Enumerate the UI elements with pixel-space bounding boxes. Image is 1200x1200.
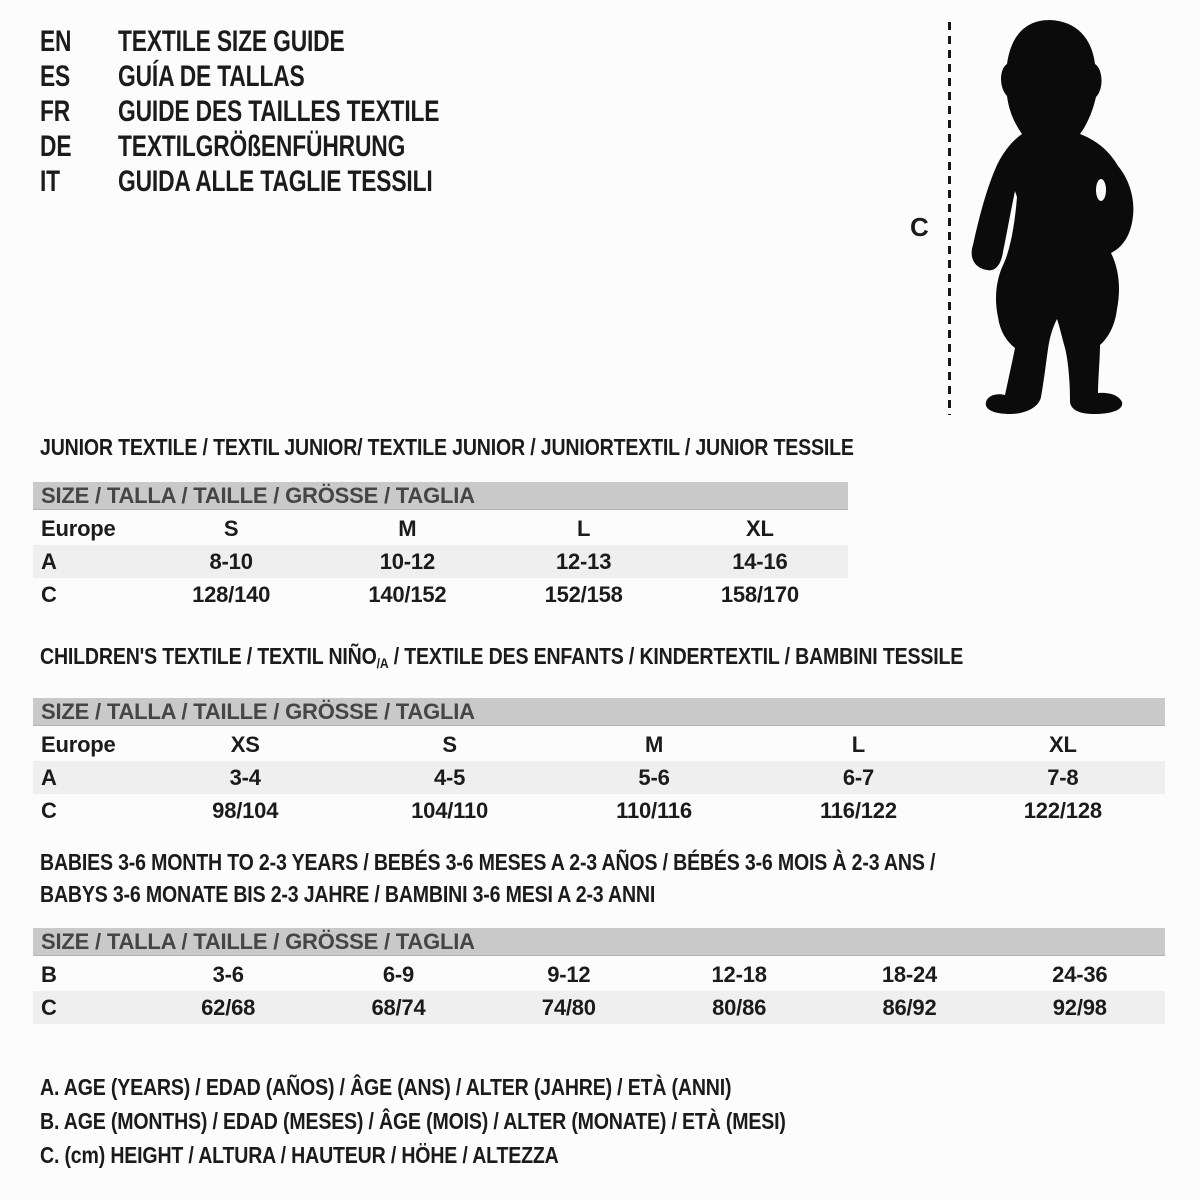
- babies-textile-section: [33, 846, 1165, 1024]
- toddler-silhouette-icon: [962, 18, 1142, 418]
- size-cell: 6-9: [382, 962, 415, 987]
- size-cell: 68/74: [371, 995, 426, 1020]
- size-cell: 62/68: [201, 995, 256, 1020]
- language-row: [40, 94, 541, 129]
- size-header-bar: SIZE / TALLA / TAILLE / GRÖSSE / TAGLIA: [33, 928, 1165, 956]
- size-cell: XL: [1048, 731, 1077, 757]
- childrens-textile-section: [33, 643, 1165, 827]
- size-cell: S: [442, 731, 457, 757]
- legend-line-a: A. AGE (YEARS) / EDAD (AÑOS) / ÂGE (ANS) / ALTER (JAHRE) / ETÀ (ANNI): [40, 1074, 732, 1100]
- row-label: C: [41, 797, 57, 823]
- height-measure-dashed-line: [948, 22, 951, 415]
- row-label: A: [41, 549, 57, 574]
- size-cell: 128/140: [192, 582, 271, 607]
- language-code: IT: [40, 165, 60, 198]
- size-header-bar: SIZE / TALLA / TAILLE / GRÖSSE / TAGLIA: [33, 482, 848, 510]
- row-label: Europe: [41, 731, 116, 757]
- size-cell: 110/116: [616, 797, 692, 823]
- size-cell: 74/80: [541, 995, 596, 1020]
- language-title: TEXTILE SIZE GUIDE: [118, 25, 345, 58]
- size-cell: M: [644, 731, 664, 757]
- section-title-line2: BABYS 3-6 MONATE BIS 2-3 JAHRE / BAMBINI 3-6 MESI A 2-3 ANNI: [40, 881, 656, 907]
- height-measure-label: C: [910, 212, 929, 242]
- size-cell: 122/128: [1023, 797, 1102, 823]
- junior-size-table: [33, 512, 848, 611]
- row-label: B: [41, 962, 57, 987]
- size-cell: 24-36: [1052, 962, 1108, 987]
- measurement-legend: [40, 1070, 917, 1172]
- row-label: Europe: [41, 516, 116, 541]
- size-cell: XS: [230, 731, 260, 757]
- table-row: [33, 958, 1165, 991]
- language-row: [40, 129, 541, 164]
- size-cell: 152/158: [544, 582, 623, 607]
- size-cell: 98/104: [212, 797, 279, 823]
- language-code: FR: [40, 95, 71, 128]
- language-code: EN: [40, 25, 72, 58]
- legend-line-c: C. (cm) HEIGHT / ALTURA / HAUTEUR / HÖHE / ALTEZZA: [40, 1142, 559, 1168]
- size-cell: 8-10: [209, 549, 253, 574]
- language-row: [40, 59, 541, 94]
- size-cell: 18-24: [881, 962, 938, 987]
- table-row: [33, 545, 848, 578]
- size-cell: 12-18: [711, 962, 767, 987]
- table-row: [33, 578, 848, 611]
- size-cell: XL: [746, 516, 774, 541]
- table-row: [33, 761, 1165, 794]
- legend-line-b: B. AGE (MONTHS) / EDAD (MESES) / ÂGE (MOIS) / ALTER (MONATE) / ETÀ (MESI): [40, 1108, 786, 1134]
- size-cell: 116/122: [819, 797, 897, 823]
- section-title-line1: BABIES 3-6 MONTH TO 2-3 YEARS / BEBÉS 3-6 MESES A 2-3 AÑOS / BÉBÉS 3-6 MOIS À 2-3 ANS /: [40, 849, 936, 875]
- size-cell: S: [223, 516, 239, 541]
- language-title: GUIDE DES TAILLES TEXTILE: [118, 95, 440, 128]
- size-header-bar: SIZE / TALLA / TAILLE / GRÖSSE / TAGLIA: [33, 698, 1165, 726]
- children-size-table: [33, 728, 1165, 827]
- table-row: [33, 991, 1165, 1024]
- title-subscript: /A: [376, 655, 389, 672]
- language-title: GUIDA ALLE TAGLIE TESSILI: [118, 165, 433, 198]
- row-label: C: [41, 582, 57, 607]
- section-title: CHILDREN'S TEXTILE / TEXTIL $NIÑO_{/A}$ / TEXTILE DES ENFANTS / KINDERTEXTIL / BAMBINI TESSILE: [40, 643, 964, 672]
- table-row: [33, 728, 1165, 761]
- language-row: [40, 24, 541, 59]
- size-cell: 104/110: [411, 797, 489, 823]
- size-cell: 80/86: [712, 995, 767, 1020]
- size-cell: 9-12: [547, 962, 591, 987]
- section-title: JUNIOR TEXTILE / TEXTIL JUNIOR/ TEXTILE JUNIOR / JUNIORTEXTIL / JUNIOR TESSILE: [40, 434, 854, 460]
- language-title: GUÍA DE TALLAS: [118, 60, 305, 93]
- size-cell: M: [398, 516, 417, 541]
- size-cell: 86/92: [882, 995, 937, 1020]
- row-label: C: [41, 995, 57, 1020]
- size-cell: 6-7: [842, 764, 875, 790]
- size-cell: 3-4: [229, 764, 261, 790]
- size-cell: 3-6: [212, 962, 244, 987]
- language-title-block: [40, 24, 541, 199]
- size-cell: 5-6: [638, 764, 670, 790]
- row-label: A: [41, 764, 57, 790]
- size-cell: L: [851, 731, 866, 757]
- language-row: [40, 164, 541, 199]
- size-cell: 10-12: [379, 549, 436, 574]
- size-cell: L: [577, 516, 591, 541]
- size-cell: 140/152: [368, 582, 447, 607]
- junior-textile-section: [33, 434, 854, 611]
- language-code: ES: [40, 60, 71, 93]
- table-row: [33, 512, 848, 545]
- language-code: DE: [40, 130, 72, 163]
- size-cell: 12-13: [555, 549, 612, 574]
- size-cell: 158/170: [720, 582, 799, 607]
- size-cell: 7-8: [1047, 764, 1079, 790]
- language-title: TEXTILGRÖßENFÜHRUNG: [118, 130, 406, 163]
- size-cell: 92/98: [1052, 995, 1107, 1020]
- babies-size-table: [33, 958, 1165, 1024]
- size-cell: 14-16: [732, 549, 788, 574]
- size-cell: 4-5: [434, 764, 466, 790]
- table-row: [33, 794, 1165, 827]
